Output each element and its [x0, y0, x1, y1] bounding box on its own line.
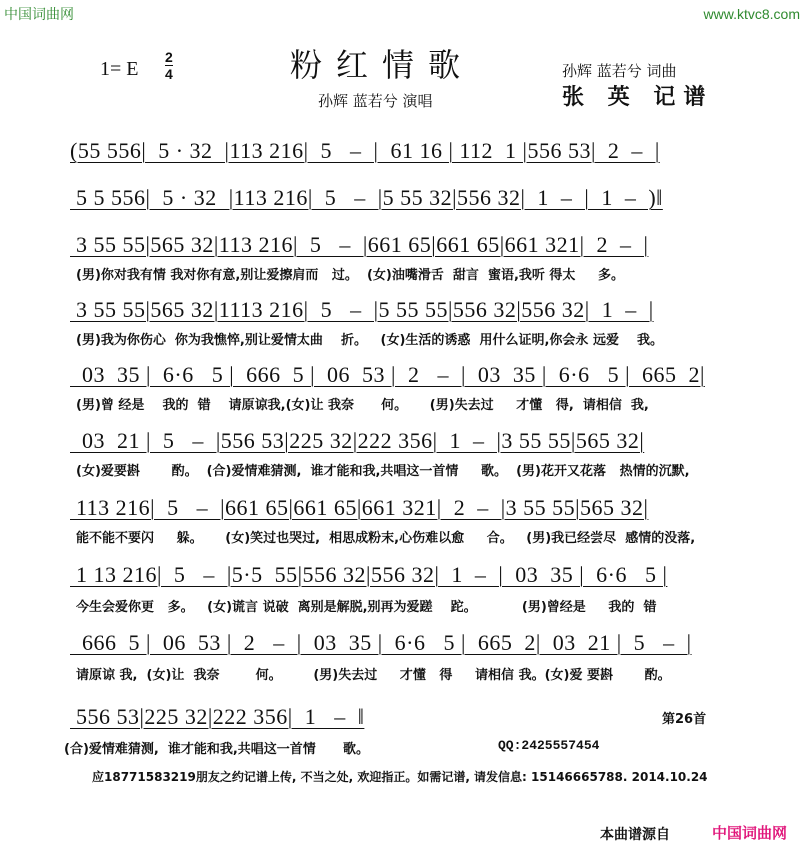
- staff-line-1: [70, 138, 750, 164]
- staff-line-7: [70, 495, 750, 521]
- key-signature: 1= E: [100, 58, 139, 80]
- lyric-line-4: (男)我为你伤心 你为我憔悴,别让爱情太曲 折。 (女)生活的诱惑 用什么证明,你会永 远爱 我。: [76, 333, 664, 348]
- notes: 556 53|225 32|222 356| 1 – ‖: [70, 704, 365, 729]
- staff-line-4: [70, 297, 750, 323]
- staff-line-8: [70, 562, 750, 588]
- page-number: 第26首: [662, 712, 707, 727]
- lyric-line-5: (男)曾 经是 我的 错 请原谅我,(女)让 我奈 何。 (男)失去过 才懂 得, 请相信 我,: [76, 398, 649, 413]
- staff-line-3: [70, 232, 750, 258]
- time-signature: [165, 50, 173, 81]
- notes: (55 556| 5 · 32 |113 216| 5 – | 61 16 | 112 1 |556 53| 2 – |: [70, 138, 660, 163]
- lyric-line-8: 今生会爱你更 多。 (女)谎言 说破 离别是解脱,别再为爱蹉 跎。 (男)曾经是 我的 错: [76, 600, 657, 615]
- composer: 孙辉 蓝若兮 词曲: [562, 62, 677, 80]
- notes: 03 35 | 6·6 5 | 666 5 | 06 53 | 2 – | 03 35 | 6·6 5 | 665 2|: [70, 362, 705, 387]
- time-denominator: 4: [165, 66, 173, 82]
- song-title: 粉红情歌: [290, 46, 475, 84]
- lyric-line-10: (合)爱情难猜测, 谁才能和我,共唱这一首情 歌。: [64, 742, 369, 757]
- qq-contact: QQ:2425557454: [498, 738, 600, 753]
- staff-line-5: [70, 362, 750, 388]
- source-label: 本曲谱源自: [600, 827, 670, 843]
- notes: 3 55 55|565 32|113 216| 5 – |661 65|661 65|661 321| 2 – |: [70, 232, 649, 257]
- notes: 1 13 216| 5 – |5·5 55|556 32|556 32| 1 – | 03 35 | 6·6 5 |: [70, 562, 668, 587]
- notes: 113 216| 5 – |661 65|661 65|661 321| 2 – |3 55 55|565 32|: [70, 495, 649, 520]
- lyric-line-7: 能不能不要闪 躲。 (女)笑过也哭过, 相思成粉末,心伤难以愈 合。 (男)我已经尝尽 感情的没落,: [76, 531, 696, 546]
- lyric-line-6: (女)爱要斟 酌。 (合)爱情难猜测, 谁才能和我,共唱这一首情 歌。 (男)花开又花落 热情的沉默,: [76, 464, 690, 479]
- staff-line-6: [70, 428, 750, 454]
- notes: 666 5 | 06 53 | 2 – | 03 35 | 6·6 5 | 665 2| 03 21 | 5 – |: [70, 630, 692, 655]
- notes: 3 55 55|565 32|1113 216| 5 – |5 55 55|556 32|556 32| 1 – |: [70, 297, 654, 322]
- lyric-line-9: 请原谅 我, (女)让 我奈 何。 (男)失去过 才懂 得 请相信 我。(女)爱 要斟 酌。: [76, 668, 671, 683]
- transcriber: 张 英 记谱: [562, 85, 714, 110]
- site-url-watermark[interactable]: www.ktvc8.com: [703, 6, 800, 22]
- source-site-link[interactable]: 中国词曲网: [712, 824, 788, 842]
- time-numerator: 2: [165, 49, 173, 65]
- singers: 孙辉 蓝若兮 演唱: [318, 92, 433, 110]
- transcriber-note: 应18771583219朋友之约记谱上传, 不当之处, 欢迎指正。如需记谱, 请发信息: 15146665788. 2014.10.24: [92, 770, 708, 784]
- notes: 03 21 | 5 – |556 53|225 32|222 356| 1 – |3 55 55|565 32|: [70, 428, 645, 453]
- staff-line-10: [70, 704, 750, 730]
- site-watermark-left: 中国词曲网: [4, 7, 74, 23]
- staff-line-2: [70, 185, 750, 211]
- notes: 5 5 556| 5 · 32 |113 216| 5 – |5 55 32|556 32| 1 – | 1 – )‖: [70, 185, 663, 210]
- lyric-line-3: (男)你对我有情 我对你有意,别让爱擦肩而 过。 (女)油嘴滑舌 甜言 蜜语,我听 得太 多。: [76, 268, 625, 283]
- staff-line-9: [70, 630, 750, 656]
